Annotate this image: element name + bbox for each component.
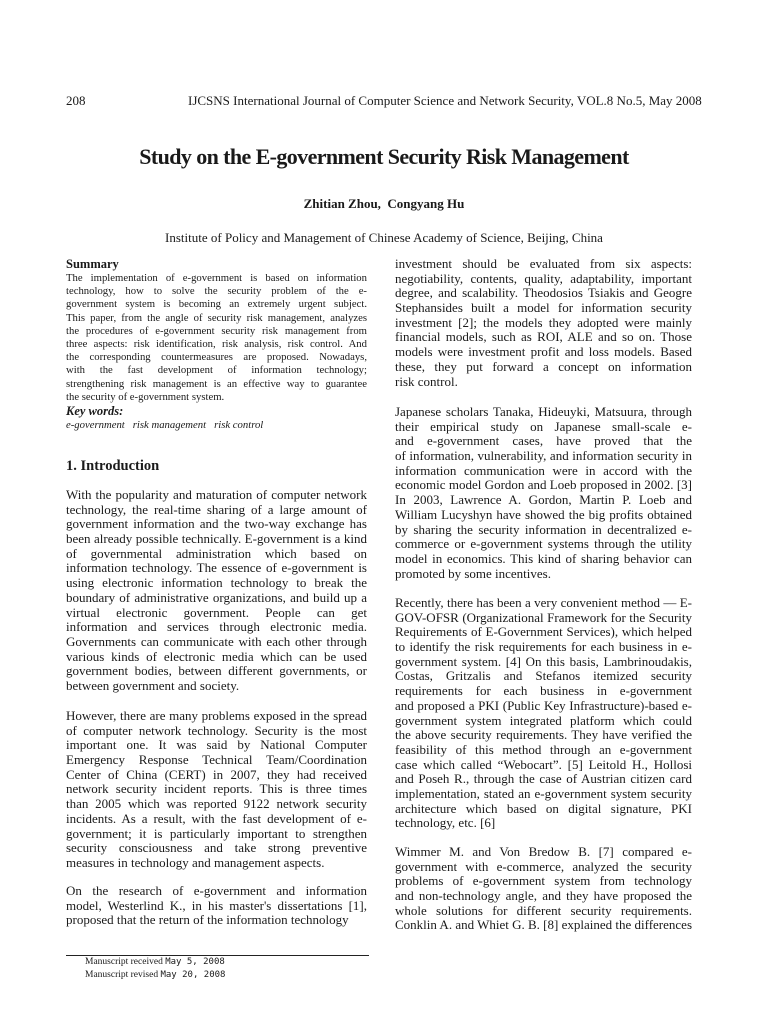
text-line: government with e-commerce, analyzed the security [395,859,692,874]
keywords-heading: Key words: [66,404,124,418]
text-line: these, they put forward a concept on information [395,359,692,374]
left-paragraph [66,709,367,871]
revised-date: May 20, 2008 [160,970,226,980]
summary-line: the corresponding countermeasures are proposed. Nowadays, [66,351,367,364]
text-line: network security incident reports. This is three times [66,782,367,797]
summary-line: with the fast development of information technology; [66,364,367,377]
text-line: negotiability, contents, quality, adaptability, important [395,271,692,286]
text-line: information communication were in accord with the [395,463,692,478]
summary-text [66,272,367,404]
text-line: government bodies, between different governments, or [66,664,367,679]
right-paragraph [395,596,692,831]
keywords: e-government risk management risk control [66,419,264,431]
text-line: of governmental administration which based on [66,546,367,561]
summary-line: strengthening risk management is an effective way to guarantee [66,377,367,390]
text-line: of information, vulnerability, and information security in [395,449,692,464]
text-line: their empirical study on Japanese small-scale e- [395,419,692,434]
left-paragraph [66,884,367,928]
text-line: and e-government cases, have proved that the [395,434,692,449]
text-line: requirements for each business in e-government [395,684,692,699]
text-line: economic model Gordon and Loeb proposed in 2002. [3] [395,478,692,493]
page-number: 208 [66,93,86,108]
text-line: between government and society. [66,678,240,693]
text-line: various kinds of electronic media which can be used [66,649,367,664]
text-line: However, there are many problems exposed in the spread [66,709,367,723]
text-line: problems of e-government system from technology [395,874,692,889]
text-line: using electronic information technology to break the [66,576,367,591]
summary-line: The implementation of e-government is based on information [66,272,367,284]
text-line: On the research of e-government and information [66,884,367,898]
journal-header: IJCSNS International Journal of Computer Science and Network Security, VOL.8 No.5, May 2008 [188,93,702,108]
text-line: proposed that the return of the information technology [66,913,349,928]
summary-heading: Summary [66,257,119,271]
text-line: important one. It was said by National Computer [66,738,367,753]
text-line: models were investment profit and loss models. Based [395,345,692,360]
text-line: virtual electronic government. People can get [66,605,367,620]
text-line: architecture which based on digital signature, PKI [395,801,692,816]
text-line: risk control. [395,374,458,389]
revised-label: Manuscript revised [85,970,159,980]
text-line: In 2003, Lawrence A. Gordon, Martin P. Loeb and [395,493,692,508]
text-line: government system. [4] On this basis, Lambrinoudakis, [395,654,692,669]
summary-line: three aspects: risk identification, risk analysis, risk control. And [66,337,367,350]
footnote-revised [85,970,225,980]
summary-line: This paper, from the angle of security risk management, analyzes [66,311,367,324]
text-line: been already possible technically. E-government is a kind [66,532,367,547]
text-line: Recently, there has been a very convenient method — E- [395,596,692,610]
text-line: the above security requirements. They have verified the [395,728,692,743]
text-line: information and services through electronic media. [66,620,367,635]
text-line: Japanese scholars Tanaka, Hideuyki, Matsuura, through [395,405,692,419]
text-line: government system integrated platform which could [395,713,692,728]
section-heading-introduction: 1. Introduction [66,458,160,474]
summary-line: the security of e-government system. [66,390,225,403]
text-line: by sharing the security information in decentralized e- [395,522,692,537]
text-line: commerce or e-government systems through the utility [395,537,692,552]
received-date: May 5, 2008 [165,957,225,967]
text-line: Emergency Response Technical Team/Coordination [66,753,367,768]
text-line: Center of China (CERT) in 2007, they had received [66,767,367,782]
text-line: investment [2]; the models they adopted were mainly [395,315,692,330]
authors: Zhitian Zhou, Congyang Hu [303,196,465,211]
summary-line: technology, how to solve the security problem of the e- [66,285,367,298]
text-line: feasibility of this method through an e-government [395,742,692,757]
right-paragraph [395,405,692,581]
text-line: to identify the risk requirements for each business in e- [395,640,692,655]
text-line: financial models, such as ROI, ALE and so on. Those [395,330,692,345]
footnote-divider [66,955,369,956]
text-line: Wimmer M. and Von Bredow B. [7] compared e- [395,845,692,859]
summary-line: the procedures of e-government security risk management from [66,324,367,337]
text-line: investment should be evaluated from six aspects: [395,257,692,271]
text-line: and Poseh R., through the case of Austrian citizen card [395,772,692,787]
received-label: Manuscript received [85,957,163,967]
text-line: promoted by some incentives. [395,566,551,581]
text-line: whole solutions for different security requirements. [395,903,692,918]
text-line: GOV-OFSR (Organizational Framework for the Security [395,610,692,625]
footnote-received [85,957,225,967]
text-line: William Lucyshyn have showed the big profits obtained [395,507,692,522]
right-paragraph [395,845,692,933]
left-paragraph [66,488,367,694]
text-line: Governments can communicate with each other through [66,634,367,649]
text-line: security consciousness and take strong preventive [66,841,367,856]
text-line: of computer network technology. Security is the most [66,723,367,738]
text-line: Conklin A. and Whiet G. B. [8] explained the differences [395,918,692,933]
text-line: model, Westerlind K., in his master's dissertations [1], [66,898,367,913]
paper-title: Study on the E-government Security Risk Management [139,144,629,169]
text-line: incidents. As a result, with the fast development of e- [66,811,367,826]
text-line: Requirements of E-Government Services), which helped [395,625,692,640]
text-line: Costas, Gritzalis and Stefanos itemized security [395,669,692,684]
text-line: government information and the two-way exchange has [66,517,367,532]
text-line: model in economics. This kind of sharing behavior can [395,551,692,566]
text-line: technology, etc. [6] [395,816,496,831]
right-paragraph [395,257,692,389]
text-line: With the popularity and maturation of computer network [66,488,367,502]
text-line: than 2005 which was reported 9122 network security [66,797,367,812]
text-line: boundary of administrative organizations, and build up a [66,590,367,605]
affiliation: Institute of Policy and Management of Chinese Academy of Science, Beijing, China [165,230,603,245]
text-line: and proposed a PKI (Public Key Infrastructure)-based e- [395,698,692,713]
text-line: implementation, stated an e-government system security [395,786,692,801]
text-line: measures in technology and management aspects. [66,855,325,870]
text-line: information technology. The essence of e-government is [66,561,367,576]
text-line: technology, the real-time sharing of a large amount of [66,502,367,517]
summary-line: government system is becoming an extremely urgent subject. [66,298,367,311]
text-line: case which called “Webocart”. [5] Leitold H., Hollosi [395,757,692,772]
text-line: and non-technology angle, and they have proposed the [395,889,692,904]
text-line: Stephansides built a model for information security [395,301,692,316]
text-line: government; it is particularly important to strengthen [66,826,367,841]
text-line: degree, and scalability. Theodosios Tsiakis and Geogre [395,286,692,301]
